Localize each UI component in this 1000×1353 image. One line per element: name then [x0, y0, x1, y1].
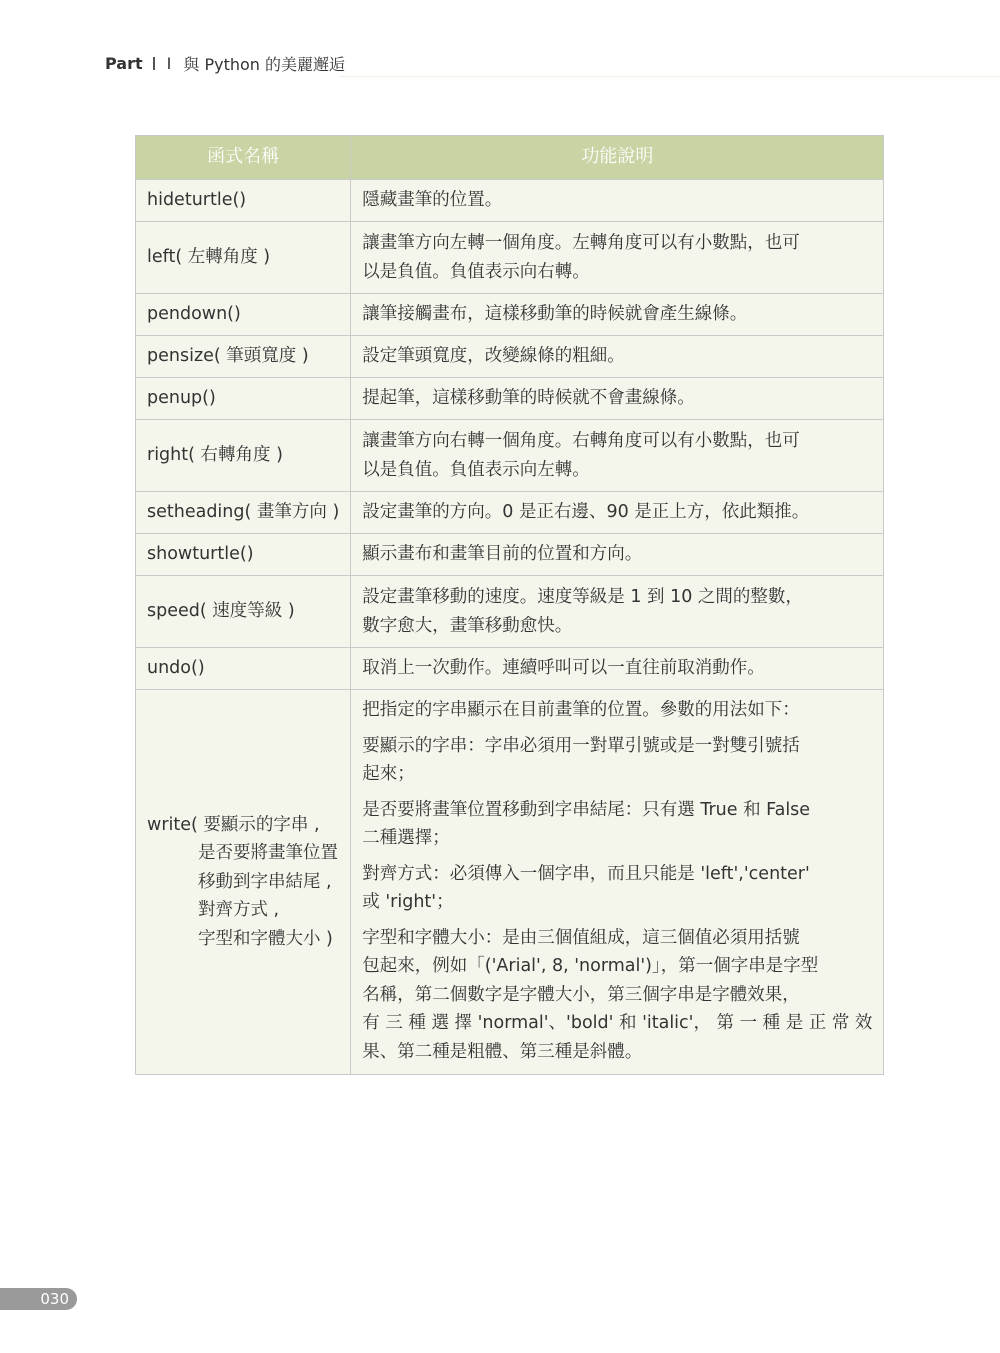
table-row: [136, 492, 884, 534]
description-line: 數字愈大，畫筆移動愈快。: [362, 615, 573, 636]
function-description: [351, 492, 884, 534]
table-row: [136, 576, 884, 648]
chapter-title: 與 Python 的美麗邂逅: [183, 55, 345, 74]
table-row: [136, 420, 884, 492]
table-row-write: [136, 690, 884, 1075]
function-description-write: [351, 690, 884, 1075]
part-number-divider: [153, 57, 155, 70]
parameter-line: 或 'right'；: [362, 892, 454, 912]
parameter-line: 果、第二種是粗體、第三種是斜體。: [362, 1041, 643, 1062]
function-description: [351, 420, 884, 492]
function-name: showturtle(): [136, 534, 351, 576]
table-row: [136, 534, 884, 576]
write-name-line: 是否要將畫筆位置: [198, 843, 338, 864]
parameter-line: 要顯示的字串：字串必須用一對單引號或是一對雙引號括: [362, 735, 800, 756]
write-name-line: write( 要顯示的字串 ,: [147, 814, 320, 835]
function-name: speed( 速度等級 ): [136, 576, 351, 648]
function-description: [351, 222, 884, 294]
function-name: hideturtle(): [136, 180, 351, 222]
parameter-line: 起來；: [362, 764, 415, 784]
function-description: [351, 180, 884, 222]
table-header-row: [136, 136, 884, 180]
description-line: 讓畫筆方向左轉一個角度。左轉角度可以有小數點，也可: [362, 233, 800, 253]
parameter-font: [362, 924, 872, 1067]
function-description: [351, 648, 884, 690]
description-line: 取消上一次動作。連續呼叫可以一直往前取消動作。: [362, 658, 765, 679]
description-line: 提起筆，這樣移動筆的時候就不會畫線條。: [362, 388, 695, 409]
column-header-description: 功能說明: [351, 136, 884, 180]
parameter-line: 對齊方式：必須傳入一個字串，而且只能是 'left','center': [362, 863, 810, 884]
table-row: [136, 180, 884, 222]
part-number: I: [166, 54, 172, 73]
page-number: 030: [0, 1288, 77, 1310]
parameter-line: 二種選擇；: [362, 828, 450, 848]
write-intro: 把指定的字串顯示在目前畫筆的位置。參數的用法如下：: [362, 700, 800, 720]
function-name: pensize( 筆頭寬度 ): [136, 336, 351, 378]
write-name-line: 對齊方式 ,: [198, 900, 280, 921]
write-name-line: 移動到字串結尾 ,: [198, 871, 332, 892]
parameter-align: [362, 860, 872, 917]
function-name: pendown(): [136, 294, 351, 336]
parameter-line: 名稱，第二個數字是字體大小，第三個字串是字體效果，: [362, 984, 800, 1005]
table-row: [136, 336, 884, 378]
function-description: [351, 576, 884, 648]
parameter-line: 是否要將畫筆位置移動到字串結尾：只有選 True 和 False: [362, 799, 811, 820]
function-description: [351, 294, 884, 336]
function-name: undo(): [136, 648, 351, 690]
function-name-write: [136, 690, 351, 1075]
function-description: [351, 534, 884, 576]
description-line: 顯示畫布和畫筆目前的位置和方向。: [362, 544, 643, 565]
table-row: [136, 222, 884, 294]
parameter-line: 包起來，例如「('Arial', 8, 'normal')」，第一個字串是字型: [362, 956, 819, 976]
table-row: [136, 294, 884, 336]
table-row: [136, 378, 884, 420]
table-row: [136, 648, 884, 690]
function-name: penup(): [136, 378, 351, 420]
parameter-line: 有 三 種 選 擇 'normal'、'bold' 和 'italic'， 第 一 種 是 正 常 效: [362, 1013, 873, 1033]
description-line: 以是負值。負值表示向右轉。: [362, 261, 590, 282]
function-name: right( 右轉角度 ): [136, 420, 351, 492]
description-line: 設定畫筆移動的速度。速度等級是 1 到 10 之間的整數，: [362, 587, 803, 607]
part-label: Part: [105, 54, 143, 73]
parameter-text: [362, 732, 872, 789]
description-line: 設定筆頭寬度，改變線條的粗細。: [362, 346, 625, 367]
description-line: 設定畫筆的方向。0 是正右邊、90 是正上方，依此類推。: [362, 502, 810, 523]
description-line: 讓畫筆方向右轉一個角度。右轉角度可以有小數點，也可: [362, 431, 800, 451]
header-rule: [340, 76, 1000, 77]
function-name: setheading( 畫筆方向 ): [136, 492, 351, 534]
description-line: 以是負值。負值表示向左轉。: [362, 459, 590, 480]
description-line: 隱藏畫筆的位置。: [362, 190, 503, 211]
function-description: [351, 378, 884, 420]
description-line: 讓筆接觸畫布，這樣移動筆的時候就會產生線條。: [362, 304, 748, 325]
function-description: [351, 336, 884, 378]
running-header: [105, 52, 345, 75]
parameter-line: 字型和字體大小：是由三個值組成，這三個值必須用括號: [362, 927, 800, 948]
function-table: [135, 135, 884, 1075]
write-name-line: 字型和字體大小 ): [198, 928, 333, 949]
function-name: left( 左轉角度 ): [136, 222, 351, 294]
column-header-function-name: 函式名稱: [136, 136, 351, 180]
parameter-pen-move: [362, 796, 872, 853]
